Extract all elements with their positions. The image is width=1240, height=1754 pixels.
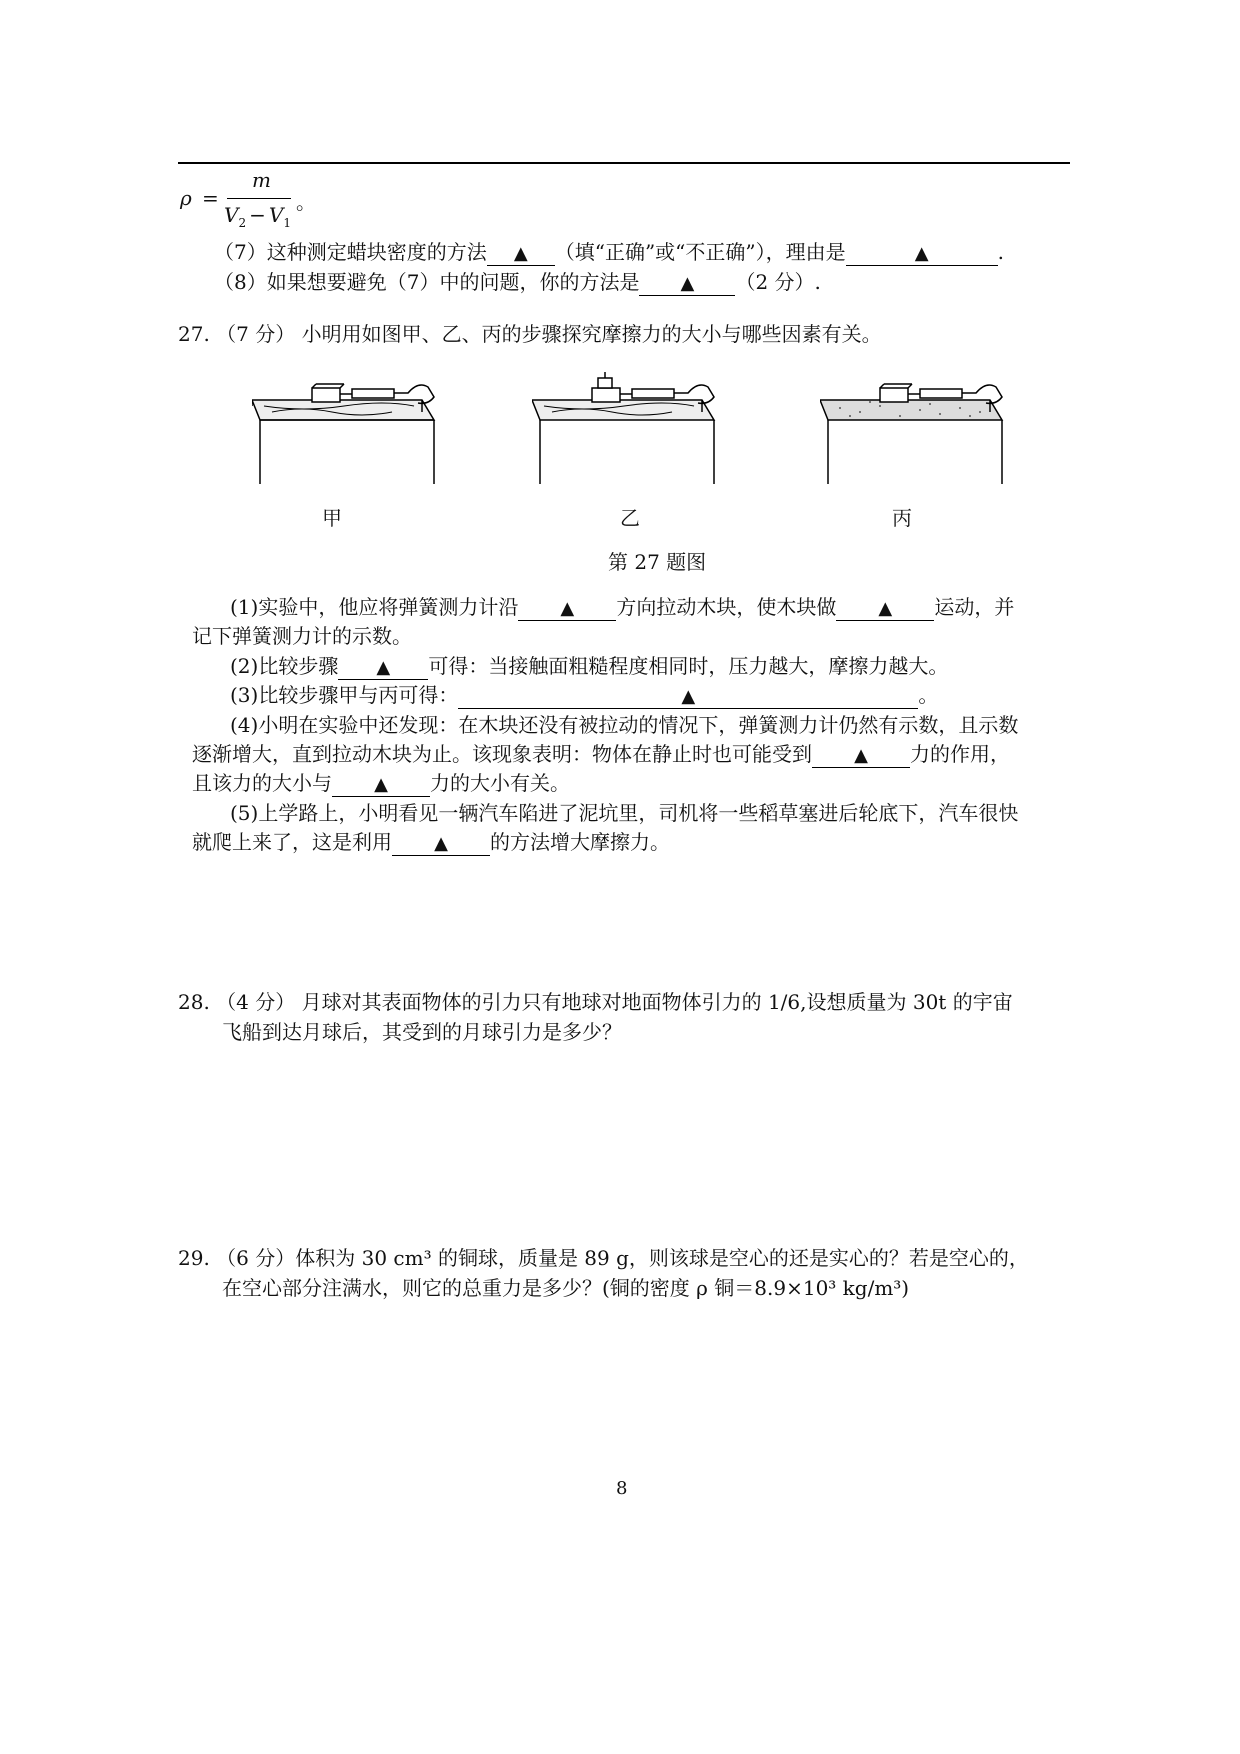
answer-blank[interactable]: ▲ xyxy=(846,241,998,266)
answer-blank[interactable]: ▲ xyxy=(338,655,428,680)
q27-p3: (3)比较步骤甲与丙可得： ▲ 。 xyxy=(230,683,939,707)
figure-label-jia: 甲 xyxy=(322,506,342,530)
q27-p2: (2)比较步骤 ▲ 可得：当接触面粗糙程度相同时，压力越大，摩擦力越大。 xyxy=(230,654,949,678)
formula-numerator: m xyxy=(252,168,271,192)
q26-item8: （8）如果想要避免（7）中的问题，你的方法是 ▲ （2 分）. xyxy=(214,270,821,294)
answer-blank[interactable]: ▲ xyxy=(458,684,918,709)
answer-blank[interactable]: ▲ xyxy=(332,772,430,797)
formula-eq: = xyxy=(202,186,219,210)
q27-p5-line1: (5)上学路上，小明看见一辆汽车陷进了泥坑里，司机将一些稻草塞进后轮底下，汽车很快 xyxy=(230,801,1019,825)
q28-line1: 28. （4 分） 月球对其表面物体的引力只有地球对地面物体引力的 1/6,设想质量为 30t 的宇宙 xyxy=(178,990,1013,1014)
figure-label-bing: 丙 xyxy=(892,506,912,530)
formula-denominator: $V_2 - V_1$ xyxy=(224,203,291,230)
formula-rho: ρ xyxy=(180,186,192,210)
q27-p5-line2: 就爬上来了，这是利用 ▲ 的方法增大摩擦力。 xyxy=(192,830,670,854)
figure-jia xyxy=(252,372,452,492)
answer-blank[interactable]: ▲ xyxy=(812,743,910,768)
header-rule xyxy=(178,162,1070,164)
q27-p4-line2: 逐渐增大，直到拉动木块为止。该现象表明：物体在静止时也可能受到 ▲ 力的作用， xyxy=(192,742,1010,766)
figure-bing xyxy=(820,372,1020,492)
q27-p4-line1: (4)小明在实验中还发现：在木块还没有被拉动的情况下，弹簧测力计仍然有示数，且示数 xyxy=(230,713,1019,737)
answer-blank[interactable]: ▲ xyxy=(836,596,934,621)
answer-blank[interactable]: ▲ xyxy=(487,241,555,266)
answer-blank[interactable]: ▲ xyxy=(639,271,735,296)
figure-label-yi: 乙 xyxy=(620,506,640,530)
page-number: 8 xyxy=(616,1478,628,1499)
figure-caption: 第 27 题图 xyxy=(608,550,707,574)
answer-blank[interactable]: ▲ xyxy=(392,831,490,856)
q29-line1: 29. （6 分）体积为 30 cm³ 的铜球，质量是 89 g，则该球是空心的还是实心的？若是空心的， xyxy=(178,1246,1029,1270)
q27-p4-line3: 且该力的大小与 ▲ 力的大小有关。 xyxy=(192,771,570,795)
q27-title: 27. （7 分） 小明用如图甲、乙、丙的步骤探究摩擦力的大小与哪些因素有关。 xyxy=(178,322,882,346)
q27-p1-line2: 记下弹簧测力计的示数。 xyxy=(192,624,412,648)
answer-blank[interactable]: ▲ xyxy=(518,596,616,621)
q27-p1-line1: (1)实验中，他应将弹簧测力计沿 ▲ 方向拉动木块，使木块做 ▲ 运动，并 xyxy=(230,595,1015,619)
figure-yi xyxy=(532,372,732,492)
q26-item7: （7）这种测定蜡块密度的方法 ▲ （填“正确”或“不正确”），理由是 ▲ . xyxy=(214,240,1004,264)
q29-line2: 在空心部分注满水，则它的总重力是多少？(铜的密度 ρ 铜＝8.9×10³ kg/m³) xyxy=(222,1276,910,1300)
q28-line2: 飞船到达月球后，其受到的月球引力是多少？ xyxy=(222,1020,622,1044)
formula-bar xyxy=(227,198,291,199)
formula-end: 。 xyxy=(296,190,316,214)
